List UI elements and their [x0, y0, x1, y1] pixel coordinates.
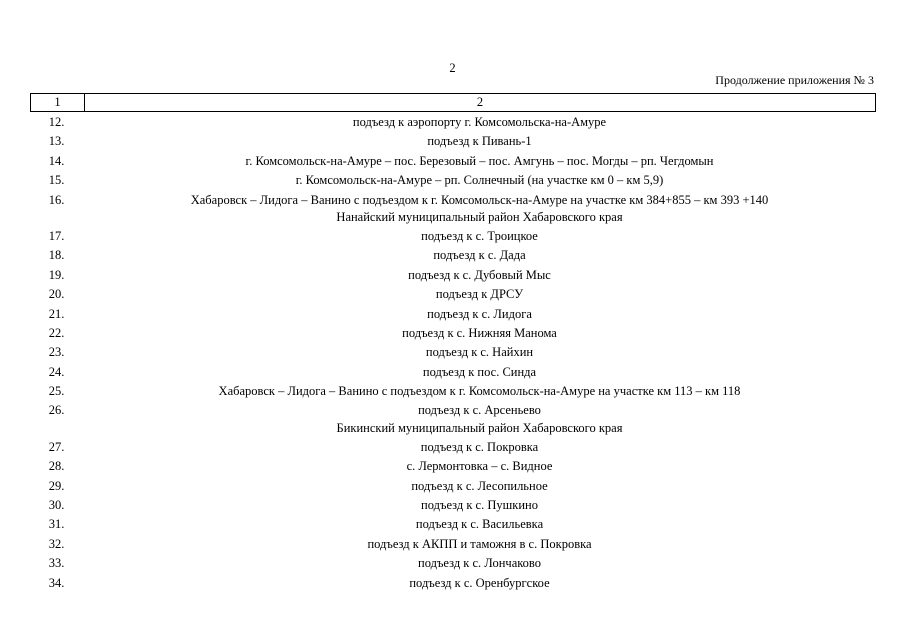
- row-number: 20.: [48, 287, 65, 302]
- table-row: [30, 457, 876, 476]
- row-road-name: подъезд к с. Лончаково: [418, 556, 541, 571]
- row-road-name: подъезд к Пивань-1: [427, 134, 532, 149]
- row-number: 21.: [48, 306, 65, 321]
- row-number: 27.: [48, 439, 65, 454]
- table-row: [30, 305, 876, 324]
- row-number: 13.: [48, 134, 65, 149]
- table-row: [30, 113, 876, 132]
- table-header: [30, 93, 876, 112]
- header-col-number: 1: [31, 94, 85, 111]
- table-row: [30, 343, 876, 362]
- table-row: [30, 191, 876, 210]
- table-row: [30, 363, 876, 382]
- table-row: [30, 496, 876, 515]
- row-number: 19.: [48, 267, 65, 282]
- page-number: 2: [449, 61, 456, 75]
- table-row: [30, 324, 876, 343]
- row-number: 18.: [48, 248, 65, 263]
- table-row: [30, 285, 876, 304]
- row-number: 15.: [48, 173, 65, 188]
- table-row: [30, 171, 876, 190]
- row-road-name: подъезд к пос. Синда: [422, 364, 537, 379]
- row-road-name: подъезд к с. Троицкое: [421, 228, 538, 243]
- row-road-name: подъезд к с. Васильевка: [415, 517, 544, 532]
- row-road-name: подъезд к с. Нижняя Манома: [402, 325, 557, 340]
- row-road-name: подъезд к с. Лидога: [427, 306, 532, 321]
- row-number: 23.: [48, 345, 65, 360]
- row-road-name: подъезд к с. Лесопильное: [411, 478, 548, 493]
- row-number: 31.: [48, 517, 65, 532]
- row-number: 26.: [48, 403, 65, 418]
- row-number: 17.: [48, 228, 65, 243]
- row-road-name: г. Комсомольск-на-Амуре – рп. Солнечный (на участке км 0 – км 5,9): [295, 173, 664, 188]
- row-number: 25.: [48, 384, 65, 399]
- table-row: [30, 401, 876, 420]
- row-number: 29.: [48, 478, 65, 493]
- row-road-name: подъезд к аэропорту г. Комсомольска-на-Амуре: [352, 115, 607, 129]
- table-row: [30, 227, 876, 246]
- row-road-name: Хабаровск – Лидога – Ванино с подъездом к г. Комсомольск-на-Амуре на участке км 384+855 – км 393 +140: [190, 192, 769, 207]
- row-number: 28.: [48, 459, 65, 474]
- table-row: [30, 535, 876, 554]
- table-row: [30, 266, 876, 285]
- row-number: 14.: [48, 153, 65, 168]
- row-road-name: подъезд к с. Арсеньево: [418, 403, 541, 418]
- table-row: [30, 438, 876, 457]
- row-road-name: Хабаровск – Лидога – Ванино с подъездом к г. Комсомольск-на-Амуре на участке км 113 – км 118: [218, 384, 741, 399]
- row-number: 12.: [48, 115, 65, 129]
- header-col-name: 2: [476, 95, 484, 109]
- row-road-name: подъезд к АКПП и таможня в с. Покровка: [367, 536, 592, 551]
- table-row: [30, 132, 876, 151]
- continuation-caption: Продолжение приложения № 3: [715, 73, 874, 87]
- row-road-name: подъезд к ДРСУ: [435, 287, 524, 302]
- row-road-name: г. Комсомольск-на-Амуре – пос. Березовый – пос. Амгунь – пос. Могды – рп. Чегдомын: [245, 153, 714, 168]
- row-number: 32.: [48, 536, 65, 551]
- row-road-name: подъезд к с. Найхин: [425, 345, 534, 360]
- roads-table: [30, 93, 876, 593]
- table-row: [30, 246, 876, 265]
- table-row: [30, 574, 876, 593]
- table-row: [30, 515, 876, 534]
- section-heading: Бикинский муниципальный район Хабаровского края: [336, 420, 623, 435]
- table-row: [30, 152, 876, 171]
- row-number: 16.: [48, 192, 65, 207]
- row-number: 33.: [48, 556, 65, 571]
- row-number: 30.: [48, 498, 65, 513]
- row-road-name: подъезд к с. Покровка: [420, 439, 539, 454]
- row-road-name: подъезд к с. Дубовый Мыс: [408, 267, 551, 282]
- table-row: [30, 477, 876, 496]
- row-road-name: подъезд к с. Пушкино: [421, 498, 538, 513]
- table-body: [30, 113, 876, 593]
- table-row: [30, 554, 876, 573]
- section-heading: Нанайский муниципальный район Хабаровского края: [336, 209, 623, 224]
- table-row: [30, 382, 876, 401]
- row-road-name: подъезд к с. Оренбургское: [409, 575, 550, 590]
- row-road-name: подъезд к с. Дада: [433, 248, 526, 263]
- row-number: 34.: [48, 575, 65, 590]
- row-number: 22.: [48, 325, 65, 340]
- row-road-name: с. Лермонтовка – с. Видное: [406, 459, 553, 474]
- row-number: 24.: [48, 364, 65, 379]
